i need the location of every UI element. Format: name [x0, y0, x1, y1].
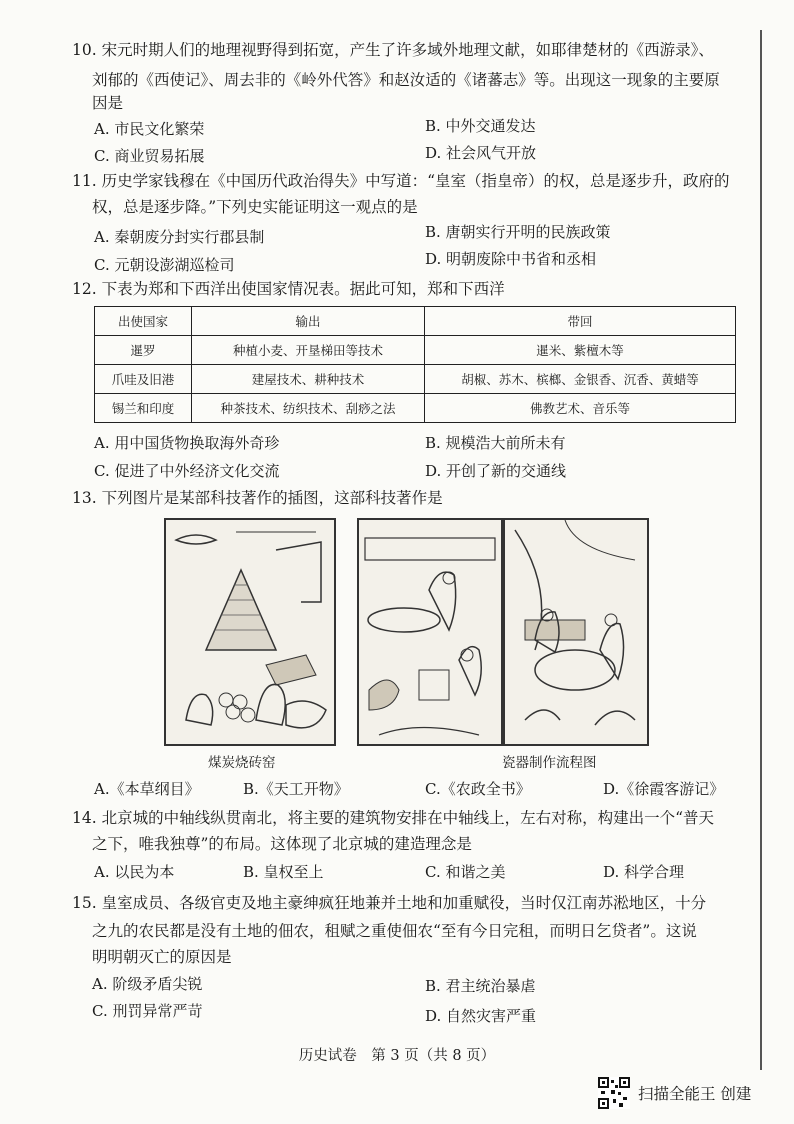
- table-cell: 种植小麦、开垦梯田等技术: [192, 336, 425, 365]
- q10-option-b: B. 中外交通发达: [425, 117, 536, 135]
- q15-option-c: C. 刑罚异常严苛: [92, 1002, 203, 1020]
- porcelain-workshop-drawing: [359, 520, 501, 744]
- q10-option-d: D. 社会风气开放: [425, 144, 537, 162]
- porcelain-illustration-left: [357, 518, 503, 746]
- q10-stem-line3: 因是: [92, 94, 124, 112]
- q12-stem-line1: 12. 下表为郑和下西洋出使国家情况表。据此可知，郑和下西洋: [72, 280, 505, 298]
- table-cell: 佛教艺术、音乐等: [425, 394, 736, 423]
- brick-kiln-illustration: [164, 518, 336, 746]
- q14-option-d: D. 科学合理: [603, 863, 685, 881]
- q15-option-b: B. 君主统治暴虐: [425, 977, 536, 995]
- caption-porcelain: 瓷器制作流程图: [502, 755, 597, 771]
- scanner-watermark: 扫描全能王 创建: [638, 1085, 752, 1103]
- q13-option-c: C.《农政全书》: [425, 780, 531, 798]
- q14-option-c: C. 和谐之美: [425, 863, 506, 881]
- q11-option-d: D. 明朝废除中书省和丞相: [425, 250, 597, 268]
- brick-kiln-drawing: [166, 520, 334, 744]
- q14-stem-line2: 之下，唯我独尊”的布局。这体现了北京城的建造理念是: [92, 835, 472, 853]
- q14-option-b: B. 皇权至上: [243, 863, 324, 881]
- table-header-row: [95, 307, 736, 336]
- q12-option-d: D. 开创了新的交通线: [425, 462, 567, 480]
- q11-option-b: B. 唐朝实行开明的民族政策: [425, 223, 611, 241]
- q13-option-d: D.《徐霞客游记》: [603, 780, 725, 798]
- envoy-table: [94, 306, 736, 423]
- q13-option-b: B.《天工开物》: [243, 780, 349, 798]
- table-row: [95, 336, 736, 365]
- q11-stem-line2: 权，总是逐步降。”下列史实能证明这一观点的是: [92, 198, 418, 216]
- q12-option-c: C. 促进了中外经济文化交流: [94, 462, 280, 480]
- table-cell: 爪哇及旧港: [95, 365, 192, 394]
- q11-stem-line1: 11. 历史学家钱穆在《中国历代政治得失》中写道：“皇室（指皇帝）的权，总是逐步升，政府的: [72, 172, 730, 190]
- table-header-cell: 输出: [192, 307, 425, 336]
- margin-line: [760, 30, 762, 1070]
- page-footer: 历史试卷 第 3 页（共 8 页）: [298, 1048, 496, 1064]
- table-cell: 暹米、紫檀木等: [425, 336, 736, 365]
- table-row: [95, 394, 736, 423]
- q15-option-d: D. 自然灾害严重: [425, 1007, 537, 1025]
- q15-stem-line2: 之九的农民都是没有土地的佃农，租赋之重使佃农“至有今日完租，而明日乞贷者”。这说: [92, 922, 697, 940]
- table-cell: 胡椒、苏木、槟榔、金银香、沉香、黄蜡等: [425, 365, 736, 394]
- table-header-cell: 带回: [425, 307, 736, 336]
- porcelain-illustration-right: [503, 518, 649, 746]
- qr-code-icon: [598, 1077, 630, 1109]
- table-cell: 种茶技术、纺织技术、刮痧之法: [192, 394, 425, 423]
- q12-option-a: A. 用中国货物换取海外奇珍: [94, 434, 280, 452]
- q10-stem-line1: 10. 宋元时期人们的地理视野得到拓宽，产生了许多域外地理文献，如耶律楚材的《西游录》、: [72, 41, 714, 59]
- table-cell: 建屋技术、耕种技术: [192, 365, 425, 394]
- q14-option-a: A. 以民为本: [94, 863, 175, 881]
- porcelain-firing-drawing: [505, 520, 647, 744]
- table-cell: 锡兰和印度: [95, 394, 192, 423]
- q10-option-c: C. 商业贸易拓展: [94, 147, 205, 165]
- q14-stem-line1: 14. 北京城的中轴线纵贯南北，将主要的建筑物安排在中轴线上，左右对称，构建出一个“普天: [72, 809, 715, 827]
- q11-option-c: C. 元朝设澎湖巡检司: [94, 256, 235, 274]
- table-row: [95, 365, 736, 394]
- q15-stem-line3: 明明朝灭亡的原因是: [92, 948, 232, 966]
- table-header-cell: 出使国家: [95, 307, 192, 336]
- q15-stem-line1: 15. 皇室成员、各级官吏及地主豪绅疯狂地兼并土地和加重赋役，当时仅江南苏淞地区，十分: [72, 894, 707, 912]
- q10-option-a: A. 市民文化繁荣: [94, 120, 205, 138]
- q10-stem-line2: 刘郁的《西使记》、周去非的《岭外代答》和赵汝适的《诸蕃志》等。出现这一现象的主要原: [92, 71, 720, 89]
- q13-option-a: A.《本草纲目》: [94, 780, 200, 798]
- table-cell: 暹罗: [95, 336, 192, 365]
- caption-brick-kiln: 煤炭烧砖窑: [208, 755, 276, 771]
- q12-option-b: B. 规模浩大前所未有: [425, 434, 566, 452]
- q15-option-a: A. 阶级矛盾尖锐: [92, 975, 203, 993]
- q11-option-a: A. 秦朝废分封实行郡县制: [94, 228, 265, 246]
- q13-stem-line1: 13. 下列图片是某部科技著作的插图，这部科技著作是: [72, 489, 443, 507]
